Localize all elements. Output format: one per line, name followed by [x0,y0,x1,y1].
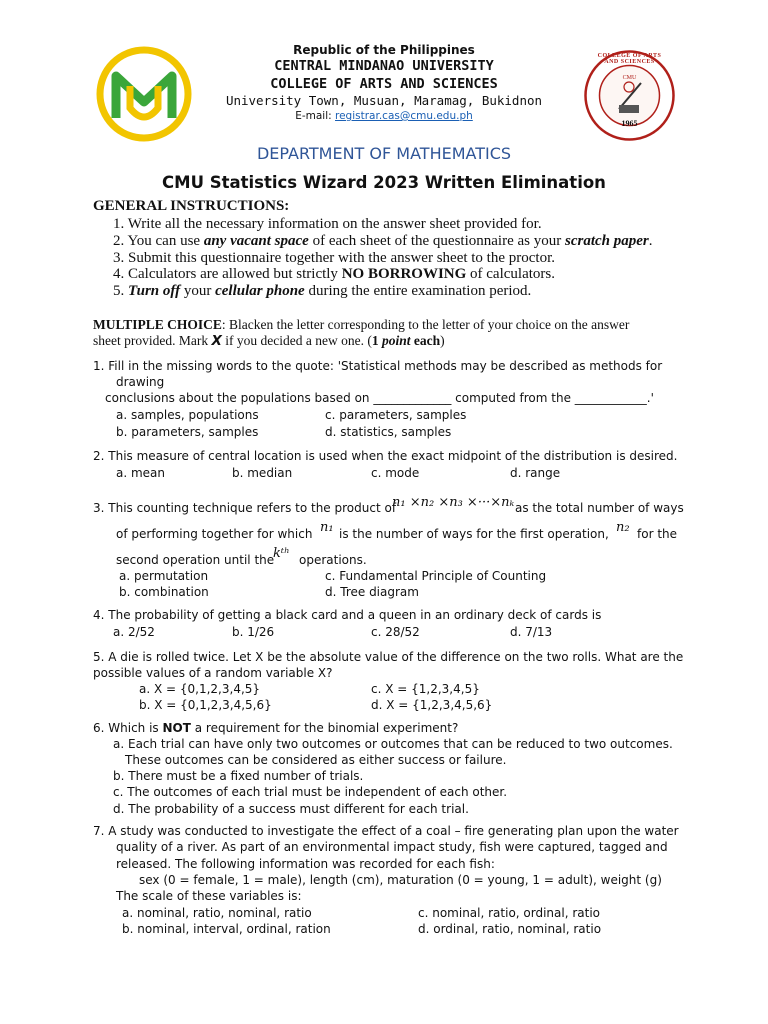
mc-line-1: MULTIPLE CHOICE: Blacken the letter corresponding to the letter of your choice on the answer [93,317,630,332]
q3-line-3b: operations. [299,553,367,567]
q6-option-b: b. There must be a fixed number of trials. [113,769,364,783]
q7-line-2: quality of a river. As part of an environmental impact study, fish were captured, tagged and [116,840,668,854]
q6-option-d: d. The probability of a success must different for each trial. [113,802,469,816]
q7-line-5: The scale of these variables is: [116,889,302,903]
mc-heading: MULTIPLE CHOICE [93,317,222,332]
address-line: University Town, Musuan, Maramag, Bukidnon [225,93,543,108]
q4-option-c: c. 28/52 [371,625,420,639]
q1-line-2: drawing [116,375,165,389]
q5-option-c: c. X = {1,2,3,4,5} [371,682,480,696]
q3-line-2b: is the number of ways for the first operation, [339,527,609,541]
q1-option-a: a. samples, populations [116,408,259,422]
q5-option-b: b. X = {0,1,2,3,4,5,6} [139,698,272,712]
q1-line-1: 1. Fill in the missing words to the quote: 'Statistical methods may be described as methods for [93,359,663,373]
q2-option-d: d. range [510,466,561,480]
q3-line-3a: second operation until the [116,553,275,567]
instructions-heading: GENERAL INSTRUCTIONS: [93,198,290,214]
q1-option-b: b. parameters, samples [116,425,259,439]
q2-text: 2. This measure of central location is used when the exact midpoint of the distribution is desired. [93,449,678,463]
q2-option-a: a. mean [116,466,166,480]
seal-year: 1965 [621,119,638,128]
q3-product-formula: n₁ ×n₂ ×n₃ ×···×nₖ [392,495,515,510]
q3-option-c: c. Fundamental Principle of Counting [325,569,547,583]
q6-option-a-cont: These outcomes can be considered as either success or failure. [125,753,507,767]
email-label: E-mail: [295,110,332,122]
q3-n1: n₁ [320,520,334,535]
instruction-2: 2. You can use any vacant space of each sheet of the questionnaire as your scratch paper. [113,233,653,249]
q7-option-d: d. ordinal, ratio, nominal, ratio [418,922,602,936]
q5-line-1: 5. A die is rolled twice. Let X be the absolute value of the difference on the two rolls. What are the [93,650,684,664]
republic-line: Republic of the Philippines [293,43,475,57]
seal-ring-text: COLLEGE OF ARTS AND SCIENCES [597,53,662,65]
q3-kth: kᵗʰ [273,546,290,561]
q4-option-d: d. 7/13 [510,625,553,639]
instruction-5: 5. Turn off your cellular phone during the entire examination period. [113,283,532,299]
q7-option-a: a. nominal, ratio, nominal, ratio [122,906,312,920]
instruction-4: 4. Calculators are allowed but strictly NO BORROWING of calculators. [113,266,555,282]
q5-line-2: possible values of a random variable X? [93,666,333,680]
q6-option-c: c. The outcomes of each trial must be independent of each other. [113,785,508,799]
q1-line-3: conclusions about the populations based on _____________ computed from the ____________.' [105,391,654,405]
q7-line-3: released. The following information was recorded for each fish: [116,857,495,871]
instruction-3: 3. Submit this questionnaire together with the answer sheet to the proctor. [113,250,555,266]
q1-option-d: d. statistics, samples [325,425,452,439]
q3-n2: n₂ [616,520,630,535]
q7-line-1: 7. A study was conducted to investigate the effect of a coal – fire generating plan upon the water [93,824,679,838]
seal-center-text: CMU [622,75,637,81]
college-name: COLLEGE OF ARTS AND SCIENCES [270,76,498,92]
q2-option-b: b. median [232,466,293,480]
university-name: CENTRAL MINDANAO UNIVERSITY [274,58,494,74]
q4-text: 4. The probability of getting a black card and a queen in an ordinary deck of cards is [93,608,602,622]
q4-option-a: a. 2/52 [113,625,155,639]
q7-line-4: sex (0 = female, 1 = male), length (cm), maturation (0 = young, 1 = adult), weight (g) [139,873,662,887]
q3-option-b: b. combination [119,585,209,599]
q3-line-1b: as the total number of ways [515,501,684,515]
q1-option-c: c. parameters, samples [325,408,467,422]
q3-line-2c: for the [637,527,678,541]
q3-option-d: d. Tree diagram [325,585,419,599]
instruction-1: 1. Write all the necessary information on the answer sheet provided for. [113,216,542,232]
q6-option-a: a. Each trial can have only two outcomes or outcomes that can be reduced to two outcomes. [113,737,673,751]
q5-option-d: d. X = {1,2,3,4,5,6} [371,698,493,712]
q6-text: 6. Which is NOT a requirement for the binomial experiment? [93,721,459,735]
q7-option-b: b. nominal, interval, ordinal, ration [122,922,331,936]
department-title: DEPARTMENT OF MATHEMATICS [256,144,512,163]
q5-option-a: a. X = {0,1,2,3,4,5} [139,682,261,696]
q3-line-1a: 3. This counting technique refers to the product of [93,501,397,515]
email-link[interactable]: registrar.cas@cmu.edu.ph [335,110,473,122]
exam-title: CMU Statistics Wizard 2023 Written Elimination [162,173,606,192]
email-line [0,110,768,122]
q4-option-b: b. 1/26 [232,625,275,639]
q3-option-a: a. permutation [119,569,209,583]
mc-line-2: sheet provided. Mark X if you decided a new one. (1 point each) [93,333,445,349]
q7-option-c: c. nominal, ratio, ordinal, ratio [418,906,601,920]
q3-line-2a: of performing together for which [116,527,313,541]
q2-option-c: c. mode [371,466,420,480]
